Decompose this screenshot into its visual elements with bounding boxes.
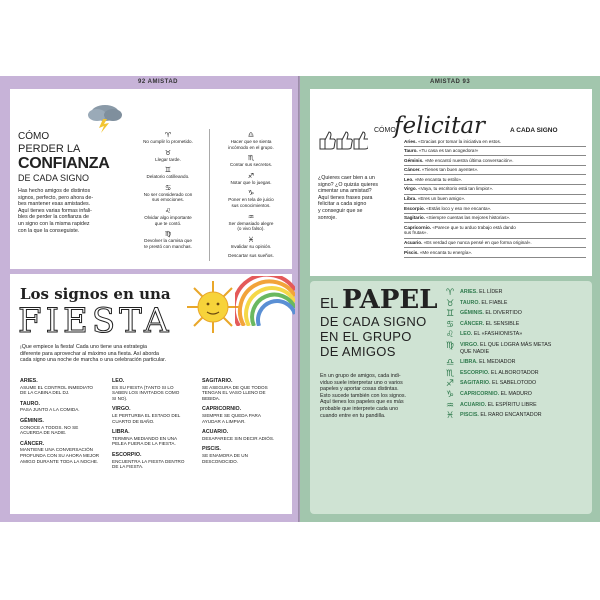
roles-title-l2: DE CADA SIGNO [320,314,427,329]
sign-item [129,230,207,249]
role-sign-name: ACUARIO. [460,401,487,408]
party-sign-name: GÉMINIS. [20,417,44,424]
text-line: signos, perfecto, pero ahora de- [18,194,94,201]
compliment-text: «Estás loco y eso me encanta». [426,205,492,211]
text-line: probable que interprete cada uno [320,405,399,412]
role-text: EL FIABLE [481,299,508,306]
role-line [460,391,590,398]
trust-title-mid: PERDER LA [18,143,81,155]
role-text: EL «FASHIONISTA» [473,331,523,338]
compliment-line [404,158,586,164]
party-sign-text: DE LA CABINA DEL DJ. [20,390,70,396]
text-line: con la que la conseguiste. [18,227,80,234]
role-line [460,310,590,317]
roles-title-l4: DE AMIGOS [320,344,396,359]
left-page [0,76,300,522]
zodiac-icon: ♉ [164,148,172,157]
role-item [446,370,590,377]
role-sign-name: VIRGO. [460,341,479,348]
zodiac-icon: ♉ [446,298,455,309]
role-sign-name: CÁNCER. [460,320,485,327]
sign-text: Contar sus secretos. [229,162,273,168]
party-sign-name: TAURO. [20,400,40,407]
compliment-text: «Gracias por tomar la iniciativa en estos. [418,138,502,144]
compliment-line [404,240,586,246]
text-line: signo? ¿O quizás quieres [318,181,379,188]
compliment-text: «Eres un buen amigo». [417,196,466,202]
compliment-line [404,196,586,202]
party-item [202,378,290,401]
party-col3 [202,378,290,469]
party-sign-text: CUARTO DE BAÑO. [112,418,155,424]
zodiac-icon: ♈ [446,288,455,298]
zodiac-icon: ♍ [446,340,455,351]
column-divider [209,129,210,261]
role-item [446,358,590,369]
party-sign-text: MANTIENE UNA CONVERSACIÓN [20,447,93,453]
role-sign-name: ESCORPIO. [460,369,490,376]
role-text: EL MADURO [500,390,532,397]
sign-text: No cumplir lo prometido. [143,139,193,144]
sign-item [211,253,291,259]
party-item [112,406,200,424]
text-line: y conseguir que se [318,207,363,214]
text-line: cada signo una noche de marcha o una celebración particular. [20,357,167,364]
compliment-sign-name: Piscis. [404,249,419,255]
compliment-line [404,139,586,145]
compliment-row [404,195,586,205]
party-sign-text: DE LA FIESTA. [112,464,144,470]
sign-text: (o vivo falso). [237,226,265,232]
zodiac-icon: ♋ [446,319,455,330]
sign-text: Llegar tarde. [155,156,181,162]
party-sign-text: ENCUENTRA LA FIESTA DENTRO [112,458,185,464]
party-sign-text: PASA JUNTO A LA COMIDA. [20,407,80,413]
compliment-sign-name: Virgo. [404,186,417,192]
sign-text: No ser considerado con [143,191,193,197]
role-text: EL ESPÍRITU LIBRE [487,401,537,408]
compliment-body [318,175,398,221]
roles-body [320,373,448,419]
sign-item [211,154,291,168]
party-sign-name: VIRGO. [112,406,131,413]
sign-text: sus conocimientos. [231,202,271,208]
trust-title-pre: CÓMO [18,131,50,142]
party-sign-name: CAPRICORNIO. [202,406,242,413]
party-item [112,429,200,447]
party-sign-name: ESCORPIO. [112,451,142,458]
party-sign-text: DESAPARECE SIN DECIR ADIÓS. [202,435,275,441]
zodiac-icon: ♌ [164,206,172,215]
sign-text: Ser demasiado alegre [228,220,274,226]
party-sign-name: SAGITARIO. [202,378,233,384]
zodiac-icon: ♒ [247,212,255,221]
party-col1 [20,378,108,469]
text-line: un signo con la misma rapidez [18,220,90,227]
compliment-line [404,250,586,256]
text-line: ¿Quieres caer bien a un [318,175,375,181]
party-item [202,446,290,464]
compliment-row [404,147,586,157]
compliment-sign-name: Aries. [404,138,417,144]
role-line [460,402,590,409]
zodiac-icon: ♎ [247,131,255,139]
zodiac-icon: ♓ [247,235,255,244]
compliment-text: «Tienes tan buen ayentes». [421,167,479,173]
role-sign-name: TAURO. [460,299,480,306]
party-col2 [112,378,200,475]
role-sign-name: LEO. [460,331,473,338]
compliment-sign-name: Leo. [404,176,414,182]
party-intro [20,344,282,364]
party-title-1: Los signos en una [20,285,171,303]
right-page [300,76,600,522]
role-item [446,391,590,398]
zodiac-icon: ♓ [446,411,455,422]
sign-item [211,213,291,232]
party-sign-text: TERMINA MEDIANDO EN UNA [112,435,178,441]
zodiac-icon: ♋ [164,183,172,192]
text-line: felicitar a cada signo [318,201,367,208]
role-item [446,321,590,328]
compliment-text: sus frutas». [404,230,428,236]
roles-card [310,281,592,514]
compliment-text: «Me encanta tu estilo». [414,176,463,182]
sign-item [129,131,207,145]
party-item [112,452,200,470]
zodiac-icon: ♐ [247,171,255,180]
sign-text: te prestó con manchas. [144,243,192,249]
role-line [460,380,590,387]
party-title-2: FIESTA [18,301,173,341]
compliment-row [404,137,586,147]
party-item [202,429,290,441]
sign-text: Invalidar su opinión. [230,243,272,249]
text-line: cimentar una amistad? [318,188,372,195]
text-line: sonroje. [318,214,337,221]
party-sign-text: DESCONOCIDO. [202,458,238,464]
sign-text: que te contó. [154,220,182,226]
role-line [460,370,590,377]
zodiac-icon: ♒ [446,400,455,411]
role-text: EL QUE LOGRA MÁS METAS [480,341,552,348]
text-line: papeles y aportar cosas distintas. [320,386,399,393]
sign-item [129,207,207,226]
party-sign-text: SE ENAMORA DE UN [202,452,248,458]
party-sign-name: PISCIS. [202,446,221,453]
role-item [446,411,590,422]
role-sign-name: SAGITARIO. [460,380,491,387]
text-line: cuando entre en tu pandilla. [320,412,386,419]
sign-item [211,172,291,186]
compliment-sign-name: Acuario. [404,240,423,246]
party-sign-text: TENGAN EL VASO LLENO DE [202,390,266,396]
party-sign-text: LE PERTURBA EL ESTADO DEL [112,412,181,418]
party-sign-text: PELEA FUERA DE LA FIESTA. [112,441,176,447]
compliment-sign-name: Capricornio. [404,224,432,230]
thumbs-up-icon [318,129,368,151]
trust-body [18,188,128,234]
text-line: Aquí tienes frases para [318,194,373,201]
compliment-text: «Me encanta tu energía». [419,249,473,255]
sign-text: Notar que lo juegas. [230,179,272,185]
zodiac-icon: ♑ [446,389,455,400]
sign-text: Descartar sus sueños. [228,253,274,259]
text-line: Aquí tienes varias formas infali- [18,207,92,214]
zodiac-icon: ♈ [164,131,172,139]
roles-title-el: EL [320,295,339,312]
roles-list [446,289,590,423]
role-item [446,402,590,409]
text-line: viduo suele interpretar uno o varios [320,379,403,386]
text-line: bes mantener esas amistades. [18,201,91,208]
trust-col1 [129,131,207,253]
zodiac-icon: ♑ [247,189,255,198]
role-item [446,289,590,296]
role-text: EL DIVERTIDO [485,310,522,317]
role-text: EL SENSIBLE [485,320,520,327]
compliment-line [404,177,586,183]
compliment-sign-name: Tauro. [404,148,418,154]
party-sign-name: LIBRA. [112,429,130,436]
compliment-sign-name: Sagitario. [404,215,425,221]
role-item [446,342,590,355]
role-line [460,342,590,349]
storm-cloud-icon [85,97,125,133]
compliment-rows [404,137,586,258]
sign-item [129,149,207,163]
party-item [20,401,108,413]
compliment-text: «Vaya, tu escritorio está tan limpio!». [418,186,494,192]
compliment-text: «Parece que tu arduo trabajo está dando [432,224,516,230]
party-sign-text: AMIGO DURANTE TODA LA NOCHE. [20,458,99,464]
text-line: Esto sucede también con los signos. [320,392,406,399]
compliment-row [404,239,586,249]
role-text: EL SABELOTODO [492,380,537,387]
party-sign-text: SIEMPRE SE QUEDA PARA [202,412,261,418]
party-sign-text: SI NO). [112,395,128,401]
sign-item [211,236,291,250]
party-sign-text: AYUDAR A LIMPIAR. [202,418,246,424]
sign-item [129,166,207,180]
sign-text: Olvidar algo importante [144,214,192,220]
party-sign-text: ASUME EL CONTROL INMEDIATO [20,384,93,390]
compliment-line [404,167,586,173]
text-line: ¡Que empiece la fiesta! Cada uno tiene una estrategia [20,344,147,350]
sign-text: Hacer que se sienta [230,139,272,144]
compliment-row [404,166,586,176]
role-sign-name: ARIES. [460,289,478,295]
role-text: EL RARO ENCANTADOR [480,412,542,419]
compliment-text: «Siempre cuentas las mejores historias». [426,215,511,221]
compliment-title-post: A CADA SIGNO [510,127,558,134]
compliment-row [404,156,586,166]
sun-icon [185,279,241,335]
role-line [460,331,590,338]
compliment-text: «Me encantó nuestra última conversación». [424,157,514,163]
sign-item [211,189,291,208]
zodiac-icon: ♍ [164,230,172,239]
compliment-row [404,204,586,214]
role-sign-name: LIBRA. [460,359,478,366]
compliment-title-pre: CÓMO [374,127,396,134]
role-sign-name: PISCIS. [460,412,479,419]
role-sign-name: GÉMINIS. [460,310,484,317]
party-sign-text: BEBIDA. [202,395,221,401]
compliment-text: «Tu casa es tan acogedora!» [418,148,479,154]
role-line [460,289,590,296]
compliment-sign-name: Libra. [404,196,417,202]
zodiac-icon: ♏ [247,154,255,163]
compliment-sign-name: Escorpio. [404,205,425,211]
compliment-line [404,215,586,221]
party-item [20,418,108,436]
role-line [460,321,590,328]
role-item [446,300,590,307]
text-line: En un grupo de amigos, cada indi- [320,373,401,379]
trust-card [10,89,292,269]
role-line [460,412,590,419]
compliment-row [404,185,586,195]
left-page-header: 92 AMISTAD [138,79,179,85]
party-sign-text: ACUERDA DE NADIE. [20,430,67,436]
party-sign-text: CONOCE A TODOS. NO SE [20,424,79,430]
right-page-header: AMISTAD 93 [430,79,471,85]
party-sign-name: LEO. [112,378,125,384]
compliment-title-big: felicitar [394,113,486,139]
sign-item [129,184,207,203]
rainbow-icon [235,276,295,326]
role-line [460,359,590,366]
role-item [446,309,590,320]
party-item [20,441,108,464]
text-line: Has hecho amigos de distintos [18,188,91,194]
sign-text: sus emociones. [152,197,184,203]
text-line: bles de perder la confianza de [18,214,89,221]
party-item [20,378,108,396]
compliment-row [404,223,586,238]
role-item [446,379,590,390]
sign-text: Poner en tela de juicio [228,197,274,203]
role-item [446,330,590,341]
role-text: EL LÍDER [479,289,503,295]
text-line: Aquí tienes los papeles que es más [320,399,404,406]
roles-title-big: PAPEL [342,285,438,315]
zodiac-icon: ♎ [446,358,455,369]
party-sign-name: CÁNCER. [20,440,45,447]
role-sign-name: CAPRICORNIO. [460,390,500,397]
party-sign-text: ES SU FIESTA (TANTO SI LO [112,384,174,390]
party-sign-name: ACUARIO. [202,429,229,436]
party-sign-text: SABEN LOS INVITADOS COMO [112,390,180,396]
trust-title-big: CONFIANZA [18,155,110,172]
party-sign-text: SE ASEGURA DE QUE TODOS [202,384,268,390]
compliment-row [404,248,586,258]
trust-col2 [211,131,291,263]
party-item [202,406,290,424]
sign-item [211,131,291,150]
zodiac-icon: ♌ [446,330,455,341]
party-item [112,378,200,401]
compliment-text: «Es verdad que nunca pensé en que forma original». [423,240,532,246]
party-sign-name: ARIES. [20,378,38,384]
compliment-sign-name: Cáncer. [404,167,421,173]
sign-text: incómodo en el grupo. [228,144,274,150]
sign-text: Devolver la camisa que [144,238,192,244]
compliment-row [404,175,586,185]
compliment-line [404,186,586,192]
compliment-sign-name: Géminis. [404,157,424,163]
role-line [460,349,590,356]
role-text: QUE NADIE [460,348,490,355]
compliment-card [310,89,592,276]
roles-title-l3: EN EL GRUPO [320,329,412,344]
compliment-line [404,148,586,154]
party-card [10,274,292,514]
sign-text: Delatorio cotilleando. [146,174,190,180]
trust-title-post: DE CADA SIGNO [18,173,90,183]
role-line [460,300,590,307]
text-line: diferente para aprovechar al máximo una fiesta. Así aborda [20,350,159,357]
zodiac-icon: ♊ [164,166,172,175]
compliment-row [404,214,586,224]
compliment-line [404,206,586,212]
party-sign-text: PROFUNDA CON SU AHORA MEJOR [20,452,100,458]
zodiac-icon: ♐ [446,379,455,390]
role-text: EL ALBOROTADOR [490,369,539,376]
zodiac-icon: ♊ [446,309,455,320]
role-text: EL MEDIADOR [479,359,516,366]
compliment-line [404,230,586,236]
zodiac-icon: ♏ [446,368,455,379]
